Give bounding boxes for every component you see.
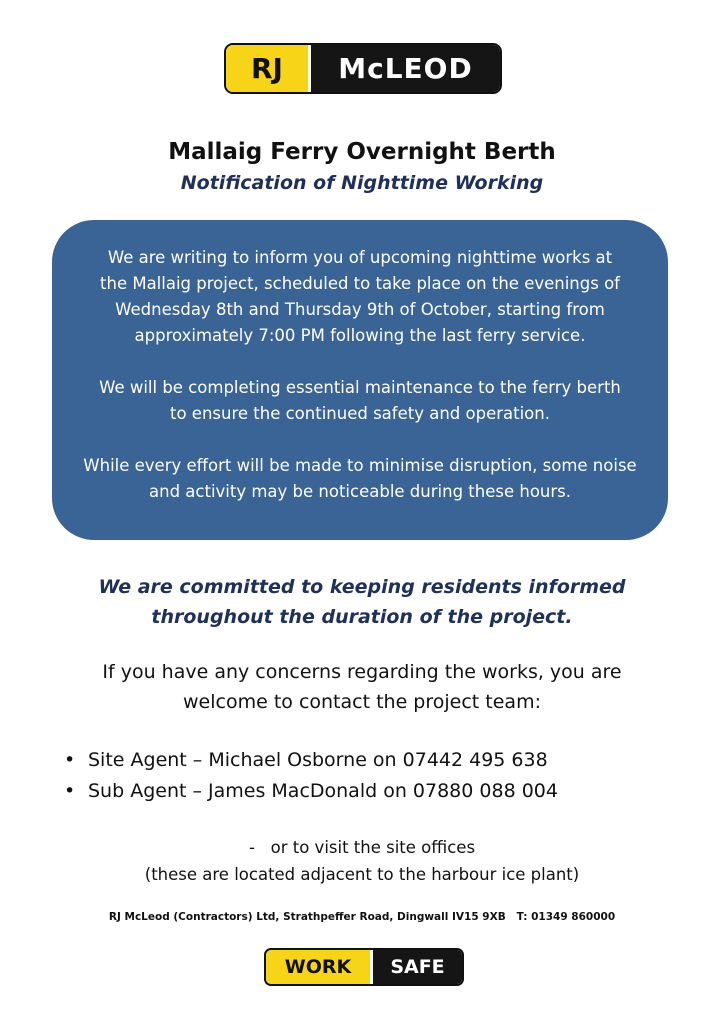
line: to ensure the continued safety and operation. — [170, 404, 550, 423]
notice-paragraph-2 — [52, 375, 668, 427]
line: throughout the duration of the project. — [151, 606, 573, 628]
notice-paragraph-3 — [52, 453, 668, 505]
rj-mcleod-logo — [224, 43, 502, 94]
line: We are writing to inform you of upcoming nighttime works at — [107, 248, 613, 267]
line: Wednesday 8th and Thursday 9th of October, starting from — [115, 300, 605, 319]
logo-work: WORK — [266, 950, 370, 984]
company-footer: RJ McLeod (Contractors) Ltd, Strathpeffer Road, Dingwall IV15 9XB T: 01349 860000 — [108, 911, 616, 923]
line: the Mallaig project, scheduled to take place on the evenings of — [100, 274, 620, 293]
line: (these are located adjacent to the harbour ice plant) — [144, 865, 580, 884]
contact-site-agent: • Site Agent – Michael Osborne on 07442 495 638 — [64, 745, 558, 776]
logo-rj: RJ — [226, 45, 308, 92]
line: We are committed to keeping residents informed — [98, 576, 626, 598]
commitment-statement — [0, 572, 724, 632]
line: welcome to contact the project team: — [183, 691, 541, 713]
notice-box — [52, 220, 668, 540]
contact-list — [64, 745, 558, 807]
notice-paragraph-1 — [52, 245, 668, 349]
visit-site-offices — [0, 834, 724, 888]
page-title: Mallaig Ferry Overnight Berth — [168, 139, 556, 165]
logo-safe: SAFE — [370, 950, 462, 984]
logo-mcleod: McLEOD — [308, 45, 500, 92]
page-subtitle: Notification of Nighttime Working — [180, 172, 544, 194]
line: approximately 7:00 PM following the last ferry service. — [134, 326, 586, 345]
line: and activity may be noticeable during these hours. — [149, 482, 571, 501]
concerns-text — [0, 657, 724, 717]
line: We will be completing essential maintenance to the ferry berth — [99, 378, 621, 397]
line: - or to visit the site offices — [248, 838, 476, 857]
work-safe-logo — [264, 948, 464, 986]
contact-sub-agent: • Sub Agent – James MacDonald on 07880 088 004 — [64, 776, 558, 807]
line: If you have any concerns regarding the works, you are — [102, 661, 622, 683]
line: While every effort will be made to minimise disruption, some noise — [83, 456, 637, 475]
